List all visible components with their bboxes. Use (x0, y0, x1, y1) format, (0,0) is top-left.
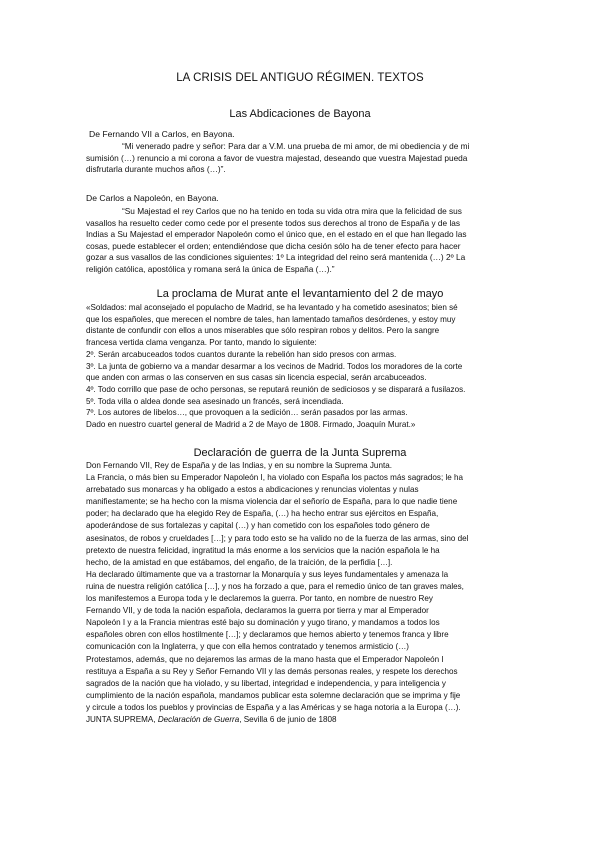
proclama-line: que los españoles, que merecen el nombre de tales, han lamentado tamaños desórdenes, y estoy muy (86, 314, 456, 324)
declaracion-signature (86, 714, 516, 726)
declaracion-line: y circule a todos los pueblos y provincias de España y a las Américas y se haga notoria a la Europa (…). (86, 702, 461, 712)
declaracion-line: comunicación con la Inglaterra, y que con ella hemos contratado y tenemos armisticio (…) (86, 642, 410, 652)
declaracion-line: restituya a España a su Rey y Señor Fernando VII y las demás personas reales, y respete los derechos (86, 666, 458, 676)
letter1-line: sumisión (…) renuncio a mi corona a favor de vuestra majestad, deseando que vuestra Majestad pueda (86, 152, 468, 163)
letter1-body (86, 141, 514, 176)
proclama-line: 3º. La junta de gobierno va a mandar desarmar a los vecinos de Madrid. Todos los moradores de la corte (86, 361, 463, 371)
proclama-line: Dado en nuestro cuartel general de Madrid a 2 de Mayo de 1808. Firmado, Joaquín Murat.» (86, 420, 416, 430)
letter1-line: “Mi venerado padre y señor: Para dar a V.M. una prueba de mi amor, de mi obediencia y de mi (122, 141, 470, 151)
declaracion-line: Ha declarado últimamente que va a trastornar la Monarquía y sus leyes fundamentales y amenaza la (86, 569, 449, 579)
section-title-proclama: La proclama de Murat ante el levantamiento del 2 de mayo (156, 288, 444, 300)
declaracion-line: sagrados de la nación que ha violado, y su libertad, integridad e independencia, y para inteligencia y (86, 678, 446, 688)
proclama-line: distante de confundir con ellos a unos miserables que sólo respiran robos y delitos. Pero la sangre (86, 326, 440, 336)
declaracion-line: La Francia, o más bien su Emperador Napoleón I, ha violado con España los pactos más sagrados; le ha (86, 473, 464, 483)
letter2-line: religión católica, apostólica y romana será la única de España (…).” (86, 263, 335, 274)
declaracion-line: hecho, de la amistad en que estábamos, del engaño, de la traición, de la perfidia […]. (86, 557, 393, 567)
declaracion-line: los manifestemos a Europa toda y le declaremos la guerra. Por tanto, en nombre de nuestro Rey (86, 594, 433, 604)
section-title-declaracion: Declaración de guerra de la Junta Suprema (193, 447, 407, 459)
proclama-line: 5º. Toda villa o aldea donde sea asesinado un francés, será incendiada. (86, 396, 344, 406)
document-title: LA CRISIS DEL ANTIGUO RÉGIMEN. TEXTOS (176, 72, 424, 84)
proclama-line: francesa vertida clama venganza. Por tanto, mando lo siguiente: (86, 338, 317, 348)
declaracion-line: ruina de nuestra religión católica […], y nos ha forzado a que, para el remedio único de tan graves males, (86, 581, 464, 591)
proclama-line: 4º. Todo corrillo que pase de ocho personas, se reputará reunión de sediciosos y se disparará a fusilazos. (86, 384, 466, 394)
proclama-line: 7º. Los autores de libelos…, que provoquen a la sedición… serán pasados por las armas. (86, 408, 408, 418)
declaracion-line: españoles obren con ellos hostilmente […]; y declaramos que hemos abierto y tenemos franca y libre (86, 630, 449, 640)
proclama-line: que anden con armas o las conserven en sus casas sin licencia especial, serán arcabuceados. (86, 373, 427, 383)
letter2-body (86, 206, 514, 276)
letter2-line: “Su Majestad el rey Carlos que no ha tenido en toda su vida otra mira que la felicidad de sus (122, 206, 462, 216)
letter2-line: gozar a sus vasallos de las condiciones siguientes: 1º La integridad del reino será mantenida (…) 2º La (86, 252, 466, 263)
letter2-heading: De Carlos a Napoleón, en Bayona. (86, 193, 219, 203)
letter2-line: cosas, puede establecer el orden; entendiéndose que dicha cesión sólo ha de tener efecto para hacer (86, 240, 461, 251)
proclama-line: «Soldados: mal aconsejado el populacho de Madrid, se ha levantado y ha cometido asesinatos; bien sé (86, 303, 458, 312)
signature-date: , Sevilla 6 de junio de 1808 (239, 714, 337, 724)
proclama-line: 2º. Serán arcabuceados todos cuantos durante la rebelión han sido presos con armas. (86, 349, 397, 359)
declaracion-line: pretexto de nuestra felicidad, ingratitud la más enorme a los servicios que la nación española le ha (86, 545, 440, 555)
declaracion-line: poder; ha declarado que ha elegido Rey de España, (…) ha hecho entrar sus ejércitos en España, (86, 509, 439, 519)
letter1-line: disfrutarla durante muchos años (…)”. (86, 164, 226, 175)
declaracion-line: manifiestamente; se ha hecho con la misma violencia dar el señorío de España, para lo que nadie tiene (86, 497, 458, 507)
declaracion-line: Napoleón I y a la Francia mientras esté bajo su dominación y yugo tirano, y mandamos a todos los (86, 618, 440, 628)
declaracion-line: cumplimiento de la nación española, mandamos publicar esta solemne declaración que se imprima y fije (86, 690, 461, 700)
declaracion-body (86, 460, 516, 726)
letter2-line: vasallos ha resuelto ceder como cede por el presente todos sus derechos al trono de España y de las (86, 217, 461, 228)
declaracion-line: Fernando VII, y de toda la nación española, declaramos la guerra por tierra y mar al Emperador (86, 606, 429, 616)
letter2-line: Indias a Su Majestad el emperador Napoleón como el único que, en el estado en el que han llegado las (86, 229, 467, 240)
signature-source: Declaración de Guerra (157, 714, 240, 724)
declaracion-line: Don Fernando VII, Rey de España y de las Indias, y en su nombre la Suprema Junta. (86, 461, 392, 470)
declaracion-line: Protestamos, además, que no dejaremos las armas de la mano hasta que el Emperador Napoleón I (86, 654, 444, 664)
section-title-abdicaciones: Las Abdicaciones de Bayona (229, 108, 371, 120)
declaracion-line: asesinatos, de robos y crueldades […]; y para todo esto se ha valido no de la fuerza de las armas, sino del (86, 533, 469, 543)
declaracion-line: apoderándose de sus fortalezas y capital (…) y han cometido con los españoles todo género de (86, 521, 430, 531)
letter1-heading: De Fernando VII a Carlos, en Bayona. (89, 129, 235, 139)
declaracion-line: arrebatado sus monarcas y ha obligado a estos a abdicaciones y renuncias violentas y nulas (86, 485, 419, 495)
signature-org: JUNTA SUPREMA, (86, 714, 158, 724)
proclama-body (86, 302, 516, 431)
